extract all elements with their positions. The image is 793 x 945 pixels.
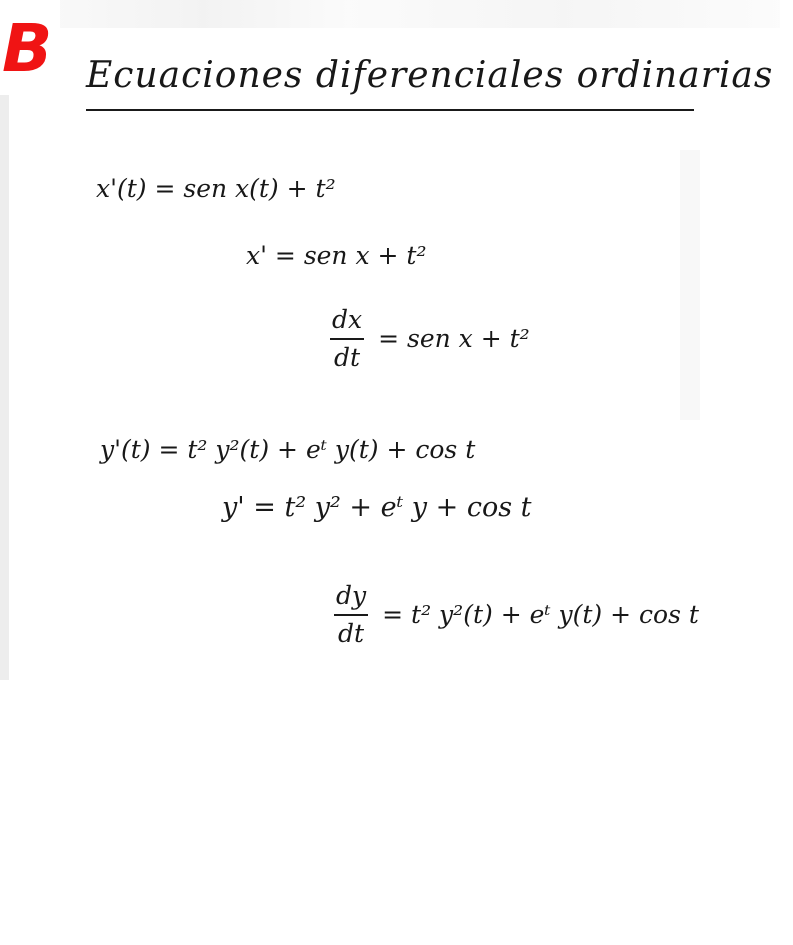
scan-artifact-right (680, 150, 700, 420)
section-label: B (2, 10, 53, 87)
equation-x-short: x' = sen x + t² (246, 241, 427, 270)
scan-artifact-top (60, 0, 780, 28)
fraction-dx-dt (328, 306, 366, 371)
equation-y-leibniz (332, 582, 699, 647)
equation-rhs: = sen x + t² (378, 324, 530, 353)
title-underline (86, 109, 694, 111)
page-title: Ecuaciones diferenciales ordinarias (86, 55, 774, 96)
fraction-denominator: dt (334, 614, 368, 648)
fraction-denominator: dt (330, 338, 364, 372)
fraction-numerator: dx (332, 305, 363, 334)
equation-y-full: y'(t) = t² y²(t) + eᵗ y(t) + cos t (100, 435, 476, 464)
scan-artifact-left (0, 95, 9, 680)
fraction-dy-dt (332, 582, 370, 647)
fraction-numerator: dy (336, 581, 367, 610)
equation-y-short: y' = t² y² + eᵗ y + cos t (222, 492, 532, 523)
equation-x-full: x'(t) = sen x(t) + t² (96, 174, 336, 203)
equation-x-leibniz (328, 306, 530, 371)
equation-rhs: = t² y²(t) + eᵗ y(t) + cos t (382, 600, 699, 629)
